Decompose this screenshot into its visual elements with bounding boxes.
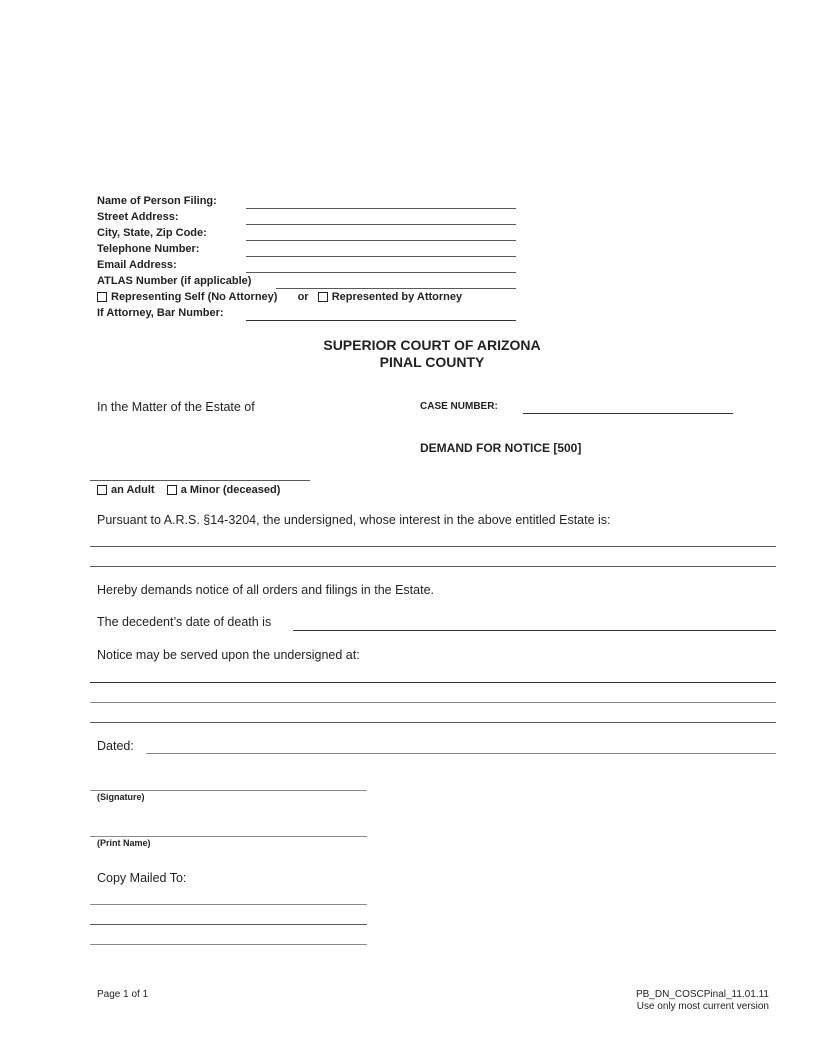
estate-of-label: In the Matter of the Estate of	[97, 400, 255, 414]
adult-label: an Adult	[111, 484, 155, 496]
estate-name-field[interactable]	[90, 480, 310, 481]
representation-row	[97, 291, 462, 304]
street-address-field[interactable]	[246, 224, 516, 225]
address-line-2[interactable]	[90, 702, 776, 703]
minor-label: a Minor (deceased)	[180, 484, 281, 496]
interest-line-1[interactable]	[90, 546, 776, 547]
date-of-death-label: The decedent’s date of death is	[97, 615, 272, 629]
email-address-label: Email Address:	[97, 259, 177, 271]
court-title-line1: SUPERIOR COURT OF ARIZONA	[323, 337, 541, 353]
notice-served-text: Notice may be served upon the undersigned at:	[97, 648, 360, 662]
minor-checkbox[interactable]	[167, 485, 177, 495]
dated-label: Dated:	[97, 739, 134, 753]
interest-line-2[interactable]	[90, 566, 776, 567]
city-state-zip-field[interactable]	[246, 240, 516, 241]
address-line-1[interactable]	[90, 682, 776, 683]
representing-self-checkbox[interactable]	[97, 292, 107, 302]
adult-minor-row	[97, 484, 280, 497]
atlas-number-field[interactable]	[276, 288, 516, 289]
signature-line[interactable]	[90, 790, 367, 791]
case-number-label: CASE NUMBER:	[420, 401, 498, 412]
telephone-number-field[interactable]	[246, 256, 516, 257]
date-of-death-field[interactable]	[293, 630, 776, 631]
atlas-number-label: ATLAS Number (if applicable)	[97, 275, 252, 287]
bar-number-field[interactable]	[246, 320, 516, 321]
form-id: PB_DN_COSCPinal_11.01.11	[635, 989, 769, 1000]
copy-mailed-line-3[interactable]	[90, 944, 367, 945]
copy-mailed-line-2[interactable]	[90, 924, 367, 925]
case-number-field[interactable]	[523, 413, 733, 414]
representing-self-label: Representing Self (No Attorney)	[111, 291, 278, 303]
copy-mailed-label: Copy Mailed To:	[97, 871, 187, 885]
court-title-line2: PINAL COUNTY	[379, 354, 485, 370]
page-number: Page 1 of 1	[97, 989, 149, 1000]
telephone-number-label: Telephone Number:	[97, 243, 200, 255]
signature-label: (Signature)	[97, 792, 145, 802]
name-of-person-filing-field[interactable]	[246, 208, 516, 209]
adult-checkbox[interactable]	[97, 485, 107, 495]
or-label: or	[297, 291, 309, 303]
print-name-label: (Print Name)	[97, 838, 151, 848]
pursuant-text: Pursuant to A.R.S. §14-3204, the undersigned, whose interest in the above entitled Estate is:	[97, 513, 611, 527]
represented-by-attorney-checkbox[interactable]	[318, 292, 328, 302]
demands-text: Hereby demands notice of all orders and filings in the Estate.	[97, 583, 434, 597]
print-name-line[interactable]	[90, 836, 367, 837]
street-address-label: Street Address:	[97, 211, 179, 223]
represented-by-attorney-label: Represented by Attorney	[331, 291, 463, 303]
city-state-zip-label: City, State, Zip Code:	[97, 227, 207, 239]
email-address-field[interactable]	[246, 272, 516, 273]
bar-number-label: If Attorney, Bar Number:	[97, 307, 224, 319]
copy-mailed-line-1[interactable]	[90, 904, 367, 905]
name-of-person-filing-label: Name of Person Filing:	[97, 195, 217, 207]
document-title: DEMAND FOR NOTICE [500]	[420, 441, 582, 455]
dated-field[interactable]	[146, 753, 776, 754]
version-note: Use only most current version	[636, 1001, 769, 1012]
address-line-3[interactable]	[90, 722, 776, 723]
